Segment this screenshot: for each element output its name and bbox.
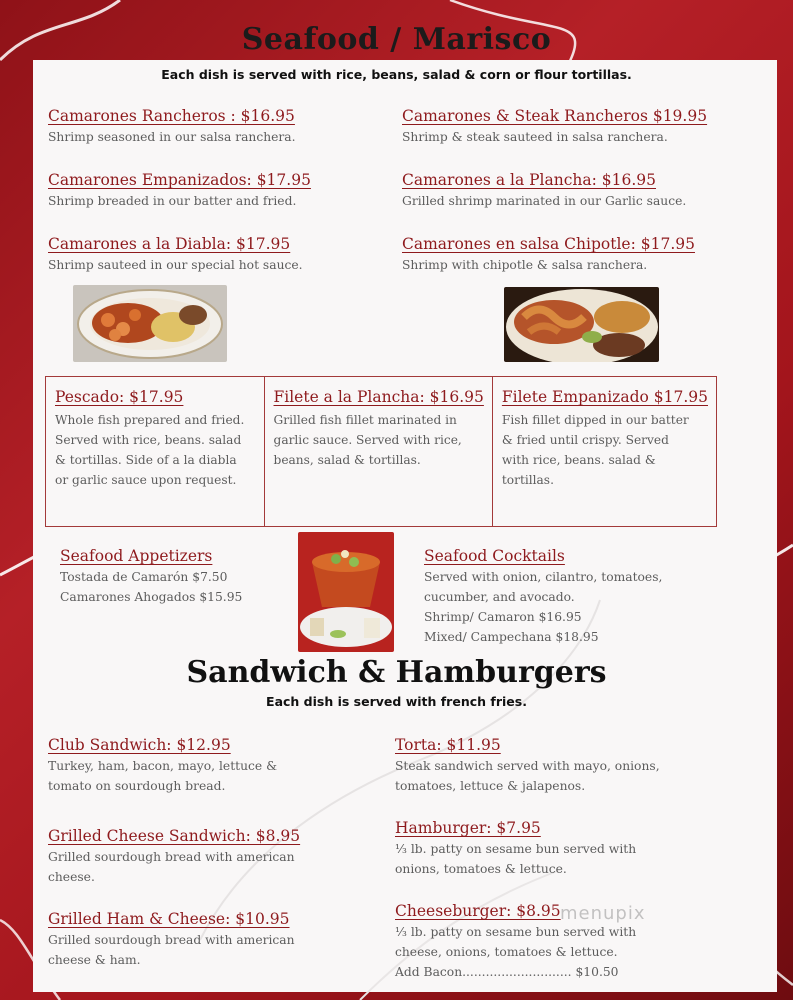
item-description: Fish fillet dipped in our batter & fried until crispy. Served with rice, beans. salad & tortillas. [501,413,689,487]
item-name: Cheeseburger: $8.95 [395,902,561,920]
item-description: Tostada de Camarón $7.50 Camarones Ahogados $15.95 [60,570,243,604]
item-description: ⅓ lb. patty on sesame bun served with onions, tomatoes & lettuce. [395,842,637,876]
appetizers-section [60,546,242,607]
item-name: Camarones Empanizados: $17.95 [48,171,311,189]
item-description: Shrimp seasoned in our salsa ranchera. [48,130,296,144]
item-name: Filete a la Plancha: $16.95 [273,388,484,406]
fish-item [46,377,264,526]
item-description: Shrimp with chipotle & salsa ranchera. [402,258,648,272]
item-name: Camarones Rancheros : $16.95 [48,107,295,125]
menu-item [48,909,295,970]
item-description: ⅓ lb. patty on sesame bun served with cheese, onions, tomatoes & lettuce. Add Bacon............................ $10.50 [395,925,637,979]
seafood-title: Seafood / Marisco [241,22,552,57]
item-name: Grilled Cheese Sandwich: $8.95 [48,827,301,845]
item-name: Pescado: $17.95 [55,388,184,406]
item-name: Camarones en salsa Chipotle: $17.95 [402,235,695,253]
shrimp-plate-photo [73,285,227,362]
item-description: Shrimp sauteed in our special hot sauce. [48,258,303,272]
sandwich-subtitle: Each dish is served with french fries. [266,694,527,709]
menu-item [48,234,303,275]
fish-section-box [45,376,717,527]
item-name: Camarones a la Diabla: $17.95 [48,235,291,253]
item-name: Hamburger: $7.95 [395,819,541,837]
menu-item [395,735,660,796]
item-description: Shrimp & steak sauteed in salsa ranchera. [402,130,668,144]
menu-item [48,826,300,887]
seafood-subtitle: Each dish is served with rice, beans, salad & corn or flour tortillas. [161,67,632,82]
item-name: Camarones a la Plancha: $16.95 [402,171,657,189]
item-description: Grilled shrimp marinated in our Garlic sauce. [402,194,687,208]
menupix-watermark: menupix [560,903,646,924]
seafood-cocktail-photo [298,532,394,652]
item-description: Steak sandwich served with mayo, onions, tomatoes, lettuce & jalapenos. [395,759,660,793]
item-name: Camarones & Steak Rancheros $19.95 [402,107,708,125]
menu-item [48,106,296,147]
chipotle-shrimp-photo [504,287,659,362]
item-description: Grilled sourdough bread with american cheese & ham. [48,933,295,967]
item-name: Filete Empanizado $17.95 [501,388,708,406]
menu-item [48,735,277,796]
item-description: Served with onion, cilantro, tomatoes, cucumber, and avocado. Shrimp/ Camaron $16.95 Mixed/ Campechana $18.95 [424,570,663,644]
section-heading: Seafood Cocktails [424,547,565,565]
item-description: Grilled fish fillet marinated in garlic sauce. Served with rice, beans, salad & tortillas. [273,413,462,467]
menu-item [48,170,311,211]
cocktails-section [424,546,662,647]
menu-item [395,818,636,879]
menu-item [402,106,707,147]
item-name: Torta: $11.95 [395,736,501,754]
sandwich-title: Sandwich & Hamburgers [186,655,607,690]
item-name: Club Sandwich: $12.95 [48,736,231,754]
menu-item [402,170,686,211]
item-description: Shrimp breaded in our batter and fried. [48,194,297,208]
item-description: Turkey, ham, bacon, mayo, lettuce & tomato on sourdough bread. [48,759,278,793]
item-description: Grilled sourdough bread with american cheese. [48,850,295,884]
item-description: Whole fish prepared and fried. Served with rice, beans. salad & tortillas. Side of a la diabla or garlic sauce upon request. [55,413,245,487]
fish-item [264,377,492,526]
section-heading: Seafood Appetizers [60,547,213,565]
item-name: Grilled Ham & Cheese: $10.95 [48,910,290,928]
menu-item [402,234,695,275]
fish-item [492,377,716,526]
